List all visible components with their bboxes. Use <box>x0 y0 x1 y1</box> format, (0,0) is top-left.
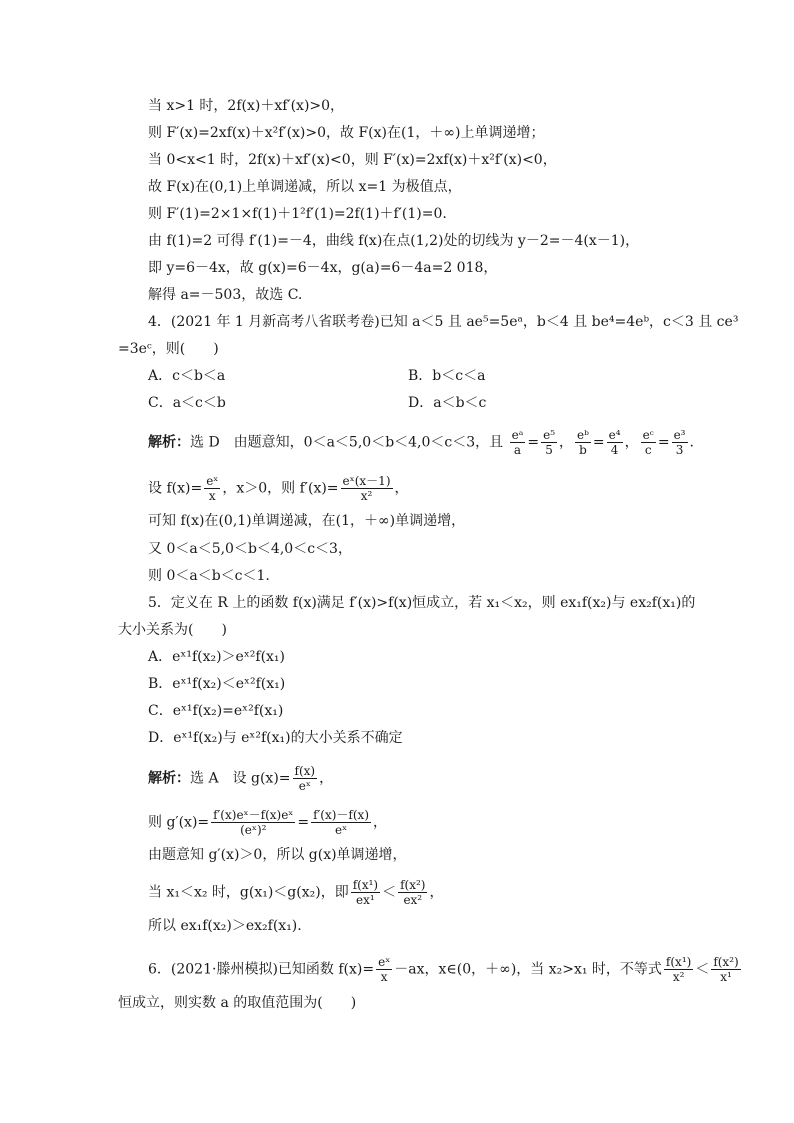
solution-line: 则 g′(x)= $\frac{\text{f′(x)eˣ－f(x)eˣ}}{\text{(eˣ)²}}$ = $\frac{f'(x)-f(x)}{\text{eˣ}}$ ， <box>148 808 387 837</box>
fraction: $\frac{f(x)}{\text{eˣ}}$ <box>294 764 316 793</box>
solution-line: 由题意知 g′(x)＞0，所以 g(x)单调递增， <box>148 847 407 863</box>
solution-line: 则 0＜a＜b＜c＜1. <box>148 568 270 584</box>
solution-line: 当 x₁＜x₂ 时，g(x₁)＜g(x₂)，即 $\frac{\text{f(x¹)}}{\text{ex¹}}$ ＜ $\frac{\text{f(x²)}}{\text{ex²}}$ ， <box>148 878 444 907</box>
option-d: D．a＜b＜c <box>408 395 487 411</box>
solution-line: 解析：选 D 由题意知，0＜a＜5,0＜b＜4,0＜c＜3，且 $\frac{\text{eᵃ}}{a}$ = $\frac{\text{e⁵}}{5}$ ， $\frac{\text{eᵇ}}{b}$ = $\frac{\text{e⁴}}{4}$ ， $\frac{\text{eᶜ}}{c}$ = $\frac{\text{e³}}{3}$ . <box>148 428 694 457</box>
fraction: $\frac{\text{eᵃ}}{a}$ <box>511 428 524 457</box>
question-5-stem-cont: 大小关系为( ) <box>118 622 227 638</box>
solution-line: 解析：选 A 设 g(x)= $\frac{f(x)}{\text{eˣ}}$ ， <box>148 764 334 793</box>
text-line: 由 f(1)=2 可得 f′(1)=－4，曲线 f(x)在点(1,2)处的切线为 y－2=－4(x－1)， <box>148 233 640 249</box>
fraction: $\frac{\text{eᶜ}}{c}$ <box>642 428 654 457</box>
option-c: C．a＜c＜b <box>148 395 226 411</box>
solution-text: 选 D 由题意知，0＜a＜5,0＜b＜4,0＜c＜3，且 <box>190 434 504 451</box>
fraction: $\frac{\text{e⁵}}{5}$ <box>543 428 556 457</box>
question-5-stem: 5．定义在 R 上的函数 f(x)满足 f′(x)>f(x)恒成立，若 x₁＜x₂，则 ex₁f(x₂)与 ex₂f(x₁)的 <box>148 595 696 611</box>
question-6-stem-cont: 恒成立，则实数 a 的取值范围为( ) <box>118 995 357 1011</box>
question-4-stem: 4．(2021 年 1 月新高考八省联考卷)已知 a＜5 且 ae⁵=5eᵃ，b＜4 且 be⁴=4eᵇ，c＜3 且 ce³ <box>148 314 739 330</box>
question-6-stem: 6．(2021·滕州模拟)已知函数 f(x)= $\frac{\text{eˣ}}{x}$ －ax，x∈(0，＋∞)，当 x₂>x₁ 时，不等式 $\frac{\text{f(x¹)}}{\text{x²}}$ ＜ $\frac{\text{f(x²)}}{\text{x¹}}$ <box>148 955 739 984</box>
solution-label: 解析： <box>148 770 190 787</box>
text-line: 解得 a=－503，故选 C. <box>148 287 303 303</box>
option-c: C．eˣ¹f(x₂)=eˣ²f(x₁) <box>148 703 284 719</box>
fraction: $\frac{\text{e⁴}}{4}$ <box>608 428 621 457</box>
option-a: A．c＜b＜a <box>148 368 226 384</box>
fraction: $\frac{\text{f(x²)}}{\text{ex²}}$ <box>400 878 426 907</box>
fraction: $\frac{\text{f(x²)}}{\text{x¹}}$ <box>713 955 739 984</box>
text-line: 则 F′(x)=2xf(x)＋x²f′(x)>0，故 F(x)在(1，＋∞)上单调递增； <box>148 125 545 141</box>
solution-line: 又 0＜a＜5,0＜b＜4,0＜c＜3， <box>148 541 352 557</box>
text-line: 当 x>1 时，2f(x)＋xf′(x)>0， <box>148 98 345 114</box>
option-a: A．eˣ¹f(x₂)＞eˣ²f(x₁) <box>148 649 285 665</box>
text-line: 则 F′(1)=2×1×f(1)＋1²f′(1)=2f(1)＋f′(1)=0. <box>148 206 447 222</box>
fraction: $\frac{\text{eˣ(x－1)}}{\text{x²}}$ <box>342 474 391 503</box>
fraction: $\frac{\text{eˣ}}{x}$ <box>378 955 391 984</box>
option-b: B．b＜c＜a <box>408 368 486 384</box>
text-line: 当 0<x<1 时，2f(x)＋xf′(x)<0，则 F′(x)=2xf(x)＋x²f′(x)<0， <box>148 152 557 168</box>
option-b: B．eˣ¹f(x₂)＜eˣ²f(x₁) <box>148 676 286 692</box>
text-line: 即 y=6－4x，故 g(x)=6－4x，g(a)=6－4a=2 018， <box>148 260 498 276</box>
fraction: $\frac{f'(x)-f(x)}{\text{eˣ}}$ <box>313 808 369 837</box>
fraction: $\frac{\text{f′(x)eˣ－f(x)eˣ}}{\text{(eˣ)²}}$ <box>213 808 294 837</box>
solution-label: 解析： <box>148 434 190 451</box>
solution-line: 设 f(x)= $\frac{\text{eˣ}}{x}$ ，x＞0，则 f′(x)= $\frac{\text{eˣ(x－1)}}{\text{x²}}$ ， <box>148 474 409 503</box>
text-line: 故 F(x)在(0,1)上单调递减，所以 x=1 为极值点， <box>148 179 462 195</box>
fraction: $\frac{\text{eᵇ}}{b}$ <box>577 428 589 457</box>
fraction: $\frac{\text{f(x¹)}}{\text{x²}}$ <box>665 955 692 984</box>
fraction: $\frac{\text{e³}}{3}$ <box>673 428 686 457</box>
solution-line: 可知 f(x)在(0,1)单调递减，在(1，＋∞)单调递增， <box>148 513 466 529</box>
solution-line: 所以 ex₁f(x₂)＞ex₂f(x₁). <box>148 918 302 934</box>
fraction: $\frac{\text{f(x¹)}}{\text{ex¹}}$ <box>352 878 379 907</box>
question-4-stem-cont: =3eᶜ，则( ) <box>118 341 219 357</box>
option-d: D．eˣ¹f(x₂)与 eˣ²f(x₁)的大小关系不确定 <box>148 730 403 746</box>
fraction: $\frac{\text{eˣ}}{x}$ <box>206 474 219 503</box>
